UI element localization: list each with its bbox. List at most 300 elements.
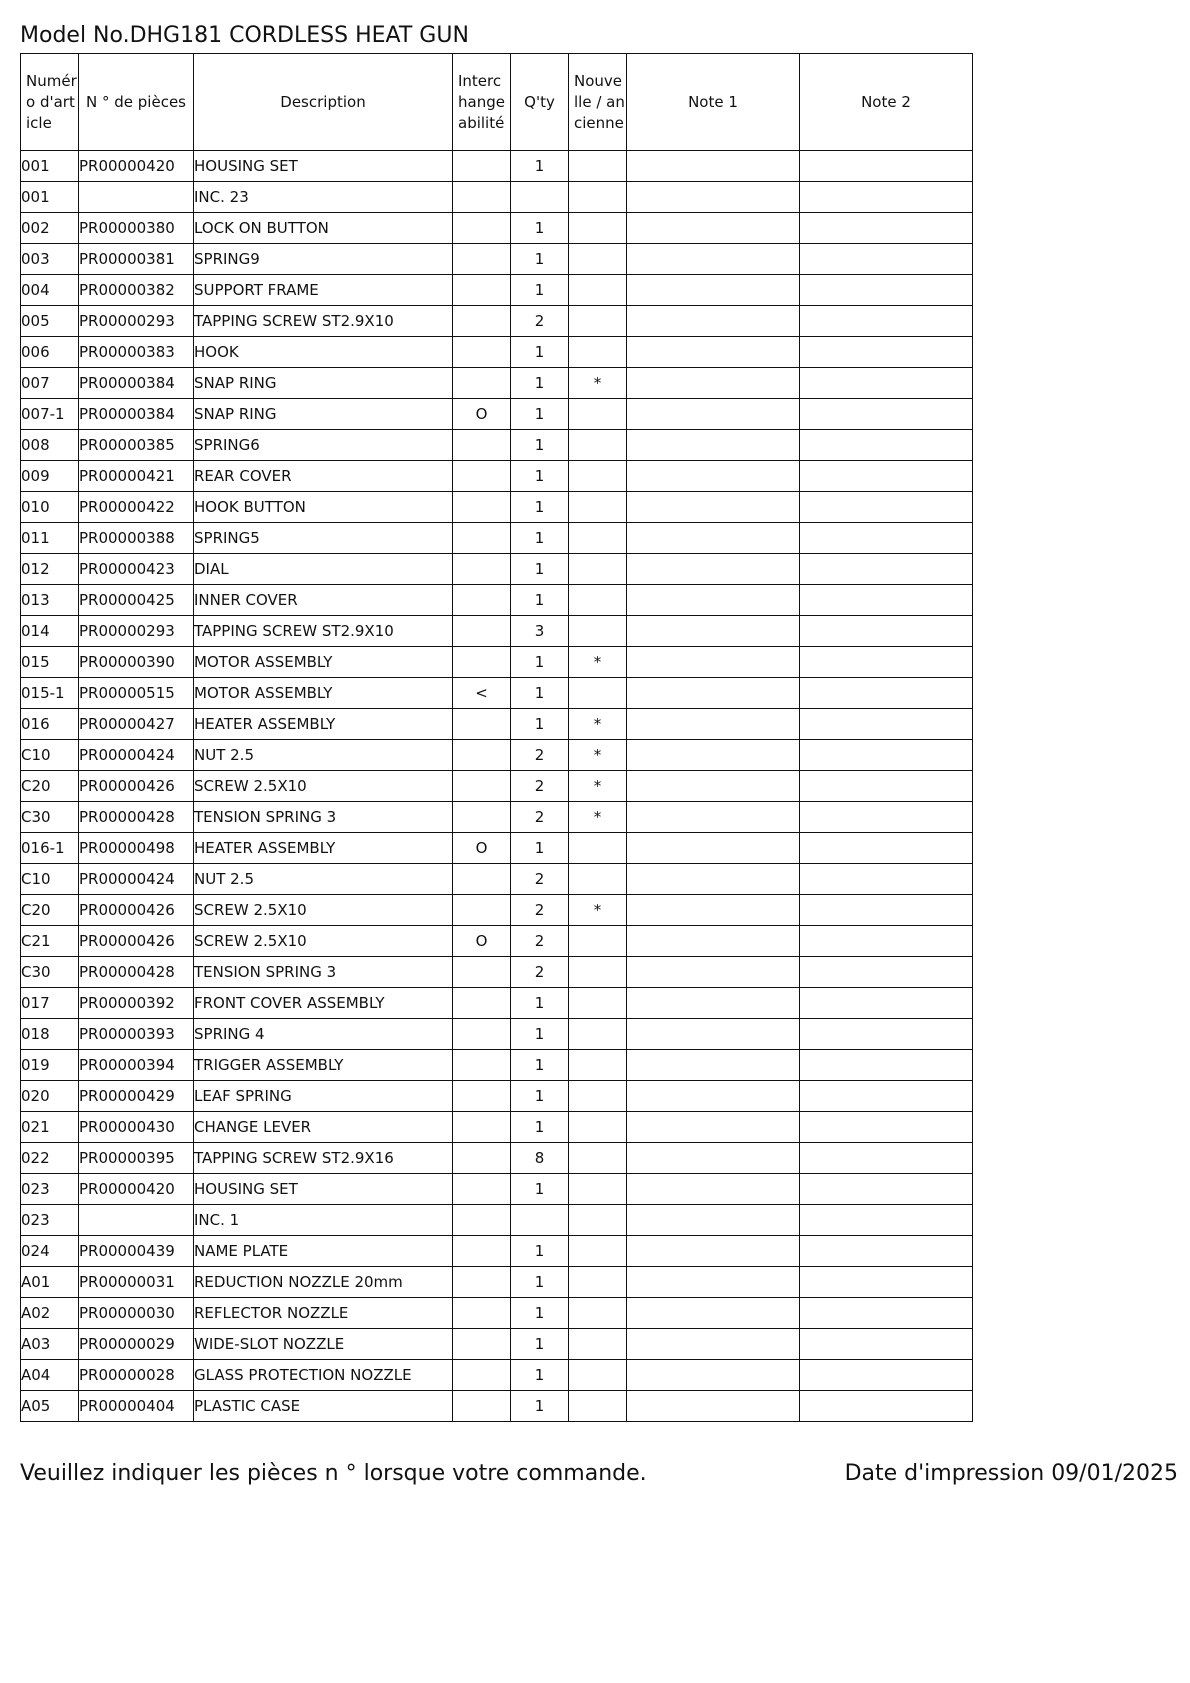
cell-description: HOOK [194,337,453,368]
cell-description: SUPPORT FRAME [194,275,453,306]
cell-description: INC. 23 [194,182,453,213]
cell-interchangeability [453,957,511,988]
cell-part-no: PR00000515 [79,678,194,709]
cell-note-2 [800,1236,973,1267]
cell-description: TENSION SPRING 3 [194,802,453,833]
cell-interchangeability [453,554,511,585]
cell-interchangeability [453,771,511,802]
cell-description: GLASS PROTECTION NOZZLE [194,1360,453,1391]
cell-part-no: PR00000293 [79,306,194,337]
cell-qty: 1 [511,492,569,523]
cell-note-1 [627,1143,800,1174]
table-row [21,864,973,895]
cell-new-old [569,864,627,895]
cell-new-old [569,1360,627,1391]
header-qty: Q'ty [511,54,569,151]
cell-qty: 1 [511,647,569,678]
cell-part-no: PR00000426 [79,771,194,802]
cell-item-no: A01 [21,1267,79,1298]
table-row [21,151,973,182]
cell-note-2 [800,616,973,647]
cell-new-old [569,461,627,492]
cell-new-old [569,430,627,461]
cell-item-no: C21 [21,926,79,957]
cell-interchangeability [453,306,511,337]
cell-part-no: PR00000426 [79,895,194,926]
cell-description: TAPPING SCREW ST2.9X16 [194,1143,453,1174]
cell-part-no: PR00000028 [79,1360,194,1391]
cell-item-no: A04 [21,1360,79,1391]
cell-item-no: A05 [21,1391,79,1422]
cell-description: HOOK BUTTON [194,492,453,523]
cell-description: TAPPING SCREW ST2.9X10 [194,616,453,647]
cell-item-no: 008 [21,430,79,461]
cell-note-2 [800,1019,973,1050]
header-interchangeability: Interchangeabilité [453,54,511,151]
cell-qty: 1 [511,1267,569,1298]
cell-qty: 1 [511,337,569,368]
cell-note-1 [627,585,800,616]
table-row [21,709,973,740]
cell-interchangeability [453,1329,511,1360]
table-row [21,182,973,213]
cell-description: DIAL [194,554,453,585]
cell-new-old [569,1143,627,1174]
table-row [21,926,973,957]
header-new-old: Nouvelle / ancienne [569,54,627,151]
cell-qty: 1 [511,833,569,864]
cell-note-2 [800,678,973,709]
cell-note-1 [627,833,800,864]
cell-note-2 [800,368,973,399]
cell-item-no: 016-1 [21,833,79,864]
cell-item-no: 020 [21,1081,79,1112]
cell-qty: 1 [511,523,569,554]
cell-note-2 [800,864,973,895]
cell-item-no: 006 [21,337,79,368]
cell-part-no: PR00000380 [79,213,194,244]
cell-new-old [569,1174,627,1205]
cell-interchangeability [453,1360,511,1391]
cell-note-2 [800,833,973,864]
cell-description: SPRING 4 [194,1019,453,1050]
cell-item-no: C20 [21,895,79,926]
cell-interchangeability [453,461,511,492]
cell-description: HEATER ASSEMBLY [194,833,453,864]
cell-item-no: 017 [21,988,79,1019]
cell-description: SPRING6 [194,430,453,461]
cell-qty: 1 [511,430,569,461]
cell-part-no: PR00000425 [79,585,194,616]
cell-part-no: PR00000393 [79,1019,194,1050]
cell-interchangeability: < [453,678,511,709]
table-row [21,1298,973,1329]
cell-qty: 1 [511,1391,569,1422]
cell-note-1 [627,275,800,306]
table-row [21,678,973,709]
cell-note-2 [800,1112,973,1143]
cell-qty: 1 [511,1360,569,1391]
cell-part-no: PR00000385 [79,430,194,461]
cell-part-no: PR00000031 [79,1267,194,1298]
cell-part-no: PR00000384 [79,368,194,399]
cell-item-no: 023 [21,1205,79,1236]
cell-qty: 1 [511,709,569,740]
cell-item-no: 013 [21,585,79,616]
cell-note-2 [800,771,973,802]
cell-note-1 [627,1174,800,1205]
cell-note-1 [627,740,800,771]
cell-note-2 [800,430,973,461]
cell-part-no: PR00000382 [79,275,194,306]
cell-description: SNAP RING [194,399,453,430]
cell-new-old [569,337,627,368]
cell-note-2 [800,1081,973,1112]
cell-item-no: C10 [21,864,79,895]
cell-part-no: PR00000439 [79,1236,194,1267]
cell-item-no: A02 [21,1298,79,1329]
cell-note-2 [800,1267,973,1298]
cell-new-old [569,399,627,430]
cell-interchangeability [453,244,511,275]
cell-item-no: 010 [21,492,79,523]
cell-new-old [569,1236,627,1267]
cell-qty: 1 [511,1050,569,1081]
cell-qty: 1 [511,554,569,585]
cell-note-2 [800,957,973,988]
cell-description: LOCK ON BUTTON [194,213,453,244]
cell-item-no: C30 [21,802,79,833]
cell-note-1 [627,709,800,740]
cell-item-no: 016 [21,709,79,740]
cell-qty: 3 [511,616,569,647]
table-row [21,244,973,275]
cell-note-2 [800,275,973,306]
table-row [21,988,973,1019]
cell-note-2 [800,554,973,585]
cell-new-old [569,1112,627,1143]
cell-note-1 [627,1267,800,1298]
cell-note-1 [627,678,800,709]
cell-qty: 2 [511,926,569,957]
cell-item-no: 005 [21,306,79,337]
cell-item-no: C10 [21,740,79,771]
cell-part-no: PR00000427 [79,709,194,740]
cell-interchangeability [453,523,511,554]
cell-note-2 [800,461,973,492]
table-row [21,368,973,399]
cell-part-no: PR00000498 [79,833,194,864]
cell-note-2 [800,647,973,678]
cell-note-1 [627,213,800,244]
cell-new-old [569,306,627,337]
cell-new-old [569,1391,627,1422]
cell-note-2 [800,306,973,337]
cell-item-no: 011 [21,523,79,554]
cell-note-2 [800,1391,973,1422]
cell-item-no: 019 [21,1050,79,1081]
cell-new-old [569,151,627,182]
cell-item-no: 002 [21,213,79,244]
cell-interchangeability [453,182,511,213]
cell-new-old [569,957,627,988]
cell-note-2 [800,585,973,616]
table-row [21,1267,973,1298]
cell-item-no: C30 [21,957,79,988]
cell-item-no: 015 [21,647,79,678]
cell-part-no: PR00000429 [79,1081,194,1112]
table-row [21,213,973,244]
table-row [21,1205,973,1236]
cell-note-2 [800,895,973,926]
cell-note-2 [800,1205,973,1236]
cell-qty: 1 [511,275,569,306]
cell-note-1 [627,368,800,399]
cell-part-no: PR00000404 [79,1391,194,1422]
cell-new-old [569,275,627,306]
cell-interchangeability [453,1112,511,1143]
cell-note-1 [627,1050,800,1081]
cell-description: INNER COVER [194,585,453,616]
cell-new-old: * [569,368,627,399]
cell-note-1 [627,461,800,492]
cell-interchangeability [453,802,511,833]
cell-note-1 [627,616,800,647]
cell-interchangeability [453,988,511,1019]
cell-item-no: 015-1 [21,678,79,709]
cell-new-old [569,244,627,275]
cell-note-2 [800,926,973,957]
cell-item-no: 024 [21,1236,79,1267]
table-row [21,430,973,461]
cell-note-1 [627,182,800,213]
cell-note-2 [800,740,973,771]
cell-note-2 [800,337,973,368]
cell-part-no: PR00000428 [79,957,194,988]
cell-qty: 1 [511,1019,569,1050]
cell-part-no: PR00000422 [79,492,194,523]
cell-note-2 [800,709,973,740]
document-title: Model No.DHG181 CORDLESS HEAT GUN [20,23,469,48]
cell-interchangeability [453,1236,511,1267]
cell-interchangeability: O [453,833,511,864]
cell-note-1 [627,1112,800,1143]
cell-description: REFLECTOR NOZZLE [194,1298,453,1329]
header-description: Description [194,54,453,151]
cell-note-2 [800,151,973,182]
cell-description: MOTOR ASSEMBLY [194,647,453,678]
cell-part-no: PR00000384 [79,399,194,430]
cell-item-no: 021 [21,1112,79,1143]
cell-description: TRIGGER ASSEMBLY [194,1050,453,1081]
table-row [21,306,973,337]
cell-new-old [569,1298,627,1329]
cell-part-no: PR00000424 [79,864,194,895]
cell-description: TAPPING SCREW ST2.9X10 [194,306,453,337]
header-part-no: N ° de pièces [79,54,194,151]
cell-part-no: PR00000388 [79,523,194,554]
cell-note-2 [800,988,973,1019]
cell-description: WIDE-SLOT NOZZLE [194,1329,453,1360]
cell-part-no: PR00000428 [79,802,194,833]
cell-item-no: 023 [21,1174,79,1205]
table-row [21,337,973,368]
cell-part-no: PR00000421 [79,461,194,492]
cell-description: SCREW 2.5X10 [194,926,453,957]
cell-note-2 [800,244,973,275]
cell-part-no: PR00000394 [79,1050,194,1081]
table-header-row [21,54,973,151]
cell-note-1 [627,802,800,833]
cell-part-no: PR00000395 [79,1143,194,1174]
cell-part-no: PR00000029 [79,1329,194,1360]
table-row [21,616,973,647]
cell-note-1 [627,492,800,523]
table-row [21,1329,973,1360]
cell-note-2 [800,802,973,833]
cell-part-no: PR00000430 [79,1112,194,1143]
cell-qty: 1 [511,1329,569,1360]
cell-qty [511,1205,569,1236]
cell-note-1 [627,926,800,957]
cell-new-old [569,182,627,213]
cell-qty: 1 [511,678,569,709]
cell-qty: 2 [511,864,569,895]
cell-description: INC. 1 [194,1205,453,1236]
cell-new-old [569,1081,627,1112]
cell-note-1 [627,1205,800,1236]
table-row [21,399,973,430]
cell-item-no: 009 [21,461,79,492]
cell-note-1 [627,1329,800,1360]
cell-part-no: PR00000293 [79,616,194,647]
cell-new-old [569,1019,627,1050]
cell-qty: 2 [511,740,569,771]
table-row [21,1112,973,1143]
cell-new-old [569,616,627,647]
cell-qty: 2 [511,957,569,988]
cell-description: PLASTIC CASE [194,1391,453,1422]
print-date: Date d'impression 09/01/2025 [844,1461,1178,1486]
cell-new-old: * [569,771,627,802]
cell-description: NUT 2.5 [194,740,453,771]
cell-note-2 [800,213,973,244]
cell-qty: 1 [511,213,569,244]
cell-note-1 [627,523,800,554]
cell-interchangeability [453,864,511,895]
cell-description: CHANGE LEVER [194,1112,453,1143]
header-note-2: Note 2 [800,54,973,151]
cell-qty: 1 [511,368,569,399]
cell-note-1 [627,1236,800,1267]
cell-new-old [569,585,627,616]
table-row [21,523,973,554]
cell-new-old [569,926,627,957]
cell-qty: 2 [511,306,569,337]
table-row [21,1050,973,1081]
cell-qty: 1 [511,244,569,275]
table-row [21,1236,973,1267]
cell-part-no: PR00000381 [79,244,194,275]
cell-description: REDUCTION NOZZLE 20mm [194,1267,453,1298]
cell-new-old [569,988,627,1019]
cell-note-1 [627,1391,800,1422]
cell-description: SPRING9 [194,244,453,275]
cell-interchangeability [453,430,511,461]
cell-item-no: 001 [21,182,79,213]
cell-new-old [569,213,627,244]
cell-description: SPRING5 [194,523,453,554]
cell-qty: 1 [511,461,569,492]
cell-part-no: PR00000390 [79,647,194,678]
cell-note-1 [627,244,800,275]
cell-interchangeability [453,213,511,244]
cell-description: REAR COVER [194,461,453,492]
table-row [21,957,973,988]
cell-qty: 1 [511,399,569,430]
cell-new-old [569,1267,627,1298]
cell-note-1 [627,864,800,895]
cell-new-old: * [569,740,627,771]
cell-new-old [569,833,627,864]
cell-description: SCREW 2.5X10 [194,771,453,802]
cell-interchangeability: O [453,926,511,957]
cell-new-old [569,1205,627,1236]
cell-note-1 [627,895,800,926]
table-row [21,740,973,771]
parts-table [20,53,973,1422]
cell-note-2 [800,1050,973,1081]
cell-interchangeability [453,740,511,771]
cell-interchangeability [453,1391,511,1422]
cell-description: SNAP RING [194,368,453,399]
cell-note-1 [627,1298,800,1329]
cell-note-1 [627,1081,800,1112]
cell-note-1 [627,430,800,461]
cell-interchangeability [453,1174,511,1205]
parts-table-body [21,151,973,1422]
cell-interchangeability: O [453,399,511,430]
cell-qty: 2 [511,771,569,802]
cell-new-old [569,554,627,585]
cell-item-no: C20 [21,771,79,802]
cell-item-no: 018 [21,1019,79,1050]
cell-interchangeability [453,709,511,740]
table-row [21,461,973,492]
table-row [21,554,973,585]
cell-interchangeability [453,1267,511,1298]
cell-qty: 1 [511,1081,569,1112]
table-row [21,1143,973,1174]
table-row [21,833,973,864]
table-row [21,492,973,523]
cell-interchangeability [453,1143,511,1174]
cell-item-no: 003 [21,244,79,275]
cell-note-1 [627,647,800,678]
table-row [21,647,973,678]
cell-note-1 [627,1360,800,1391]
cell-qty: 1 [511,151,569,182]
cell-new-old: * [569,802,627,833]
cell-interchangeability [453,895,511,926]
cell-interchangeability [453,616,511,647]
cell-interchangeability [453,1050,511,1081]
cell-qty: 1 [511,1236,569,1267]
cell-item-no: A03 [21,1329,79,1360]
cell-note-2 [800,182,973,213]
cell-part-no [79,1205,194,1236]
table-row [21,802,973,833]
